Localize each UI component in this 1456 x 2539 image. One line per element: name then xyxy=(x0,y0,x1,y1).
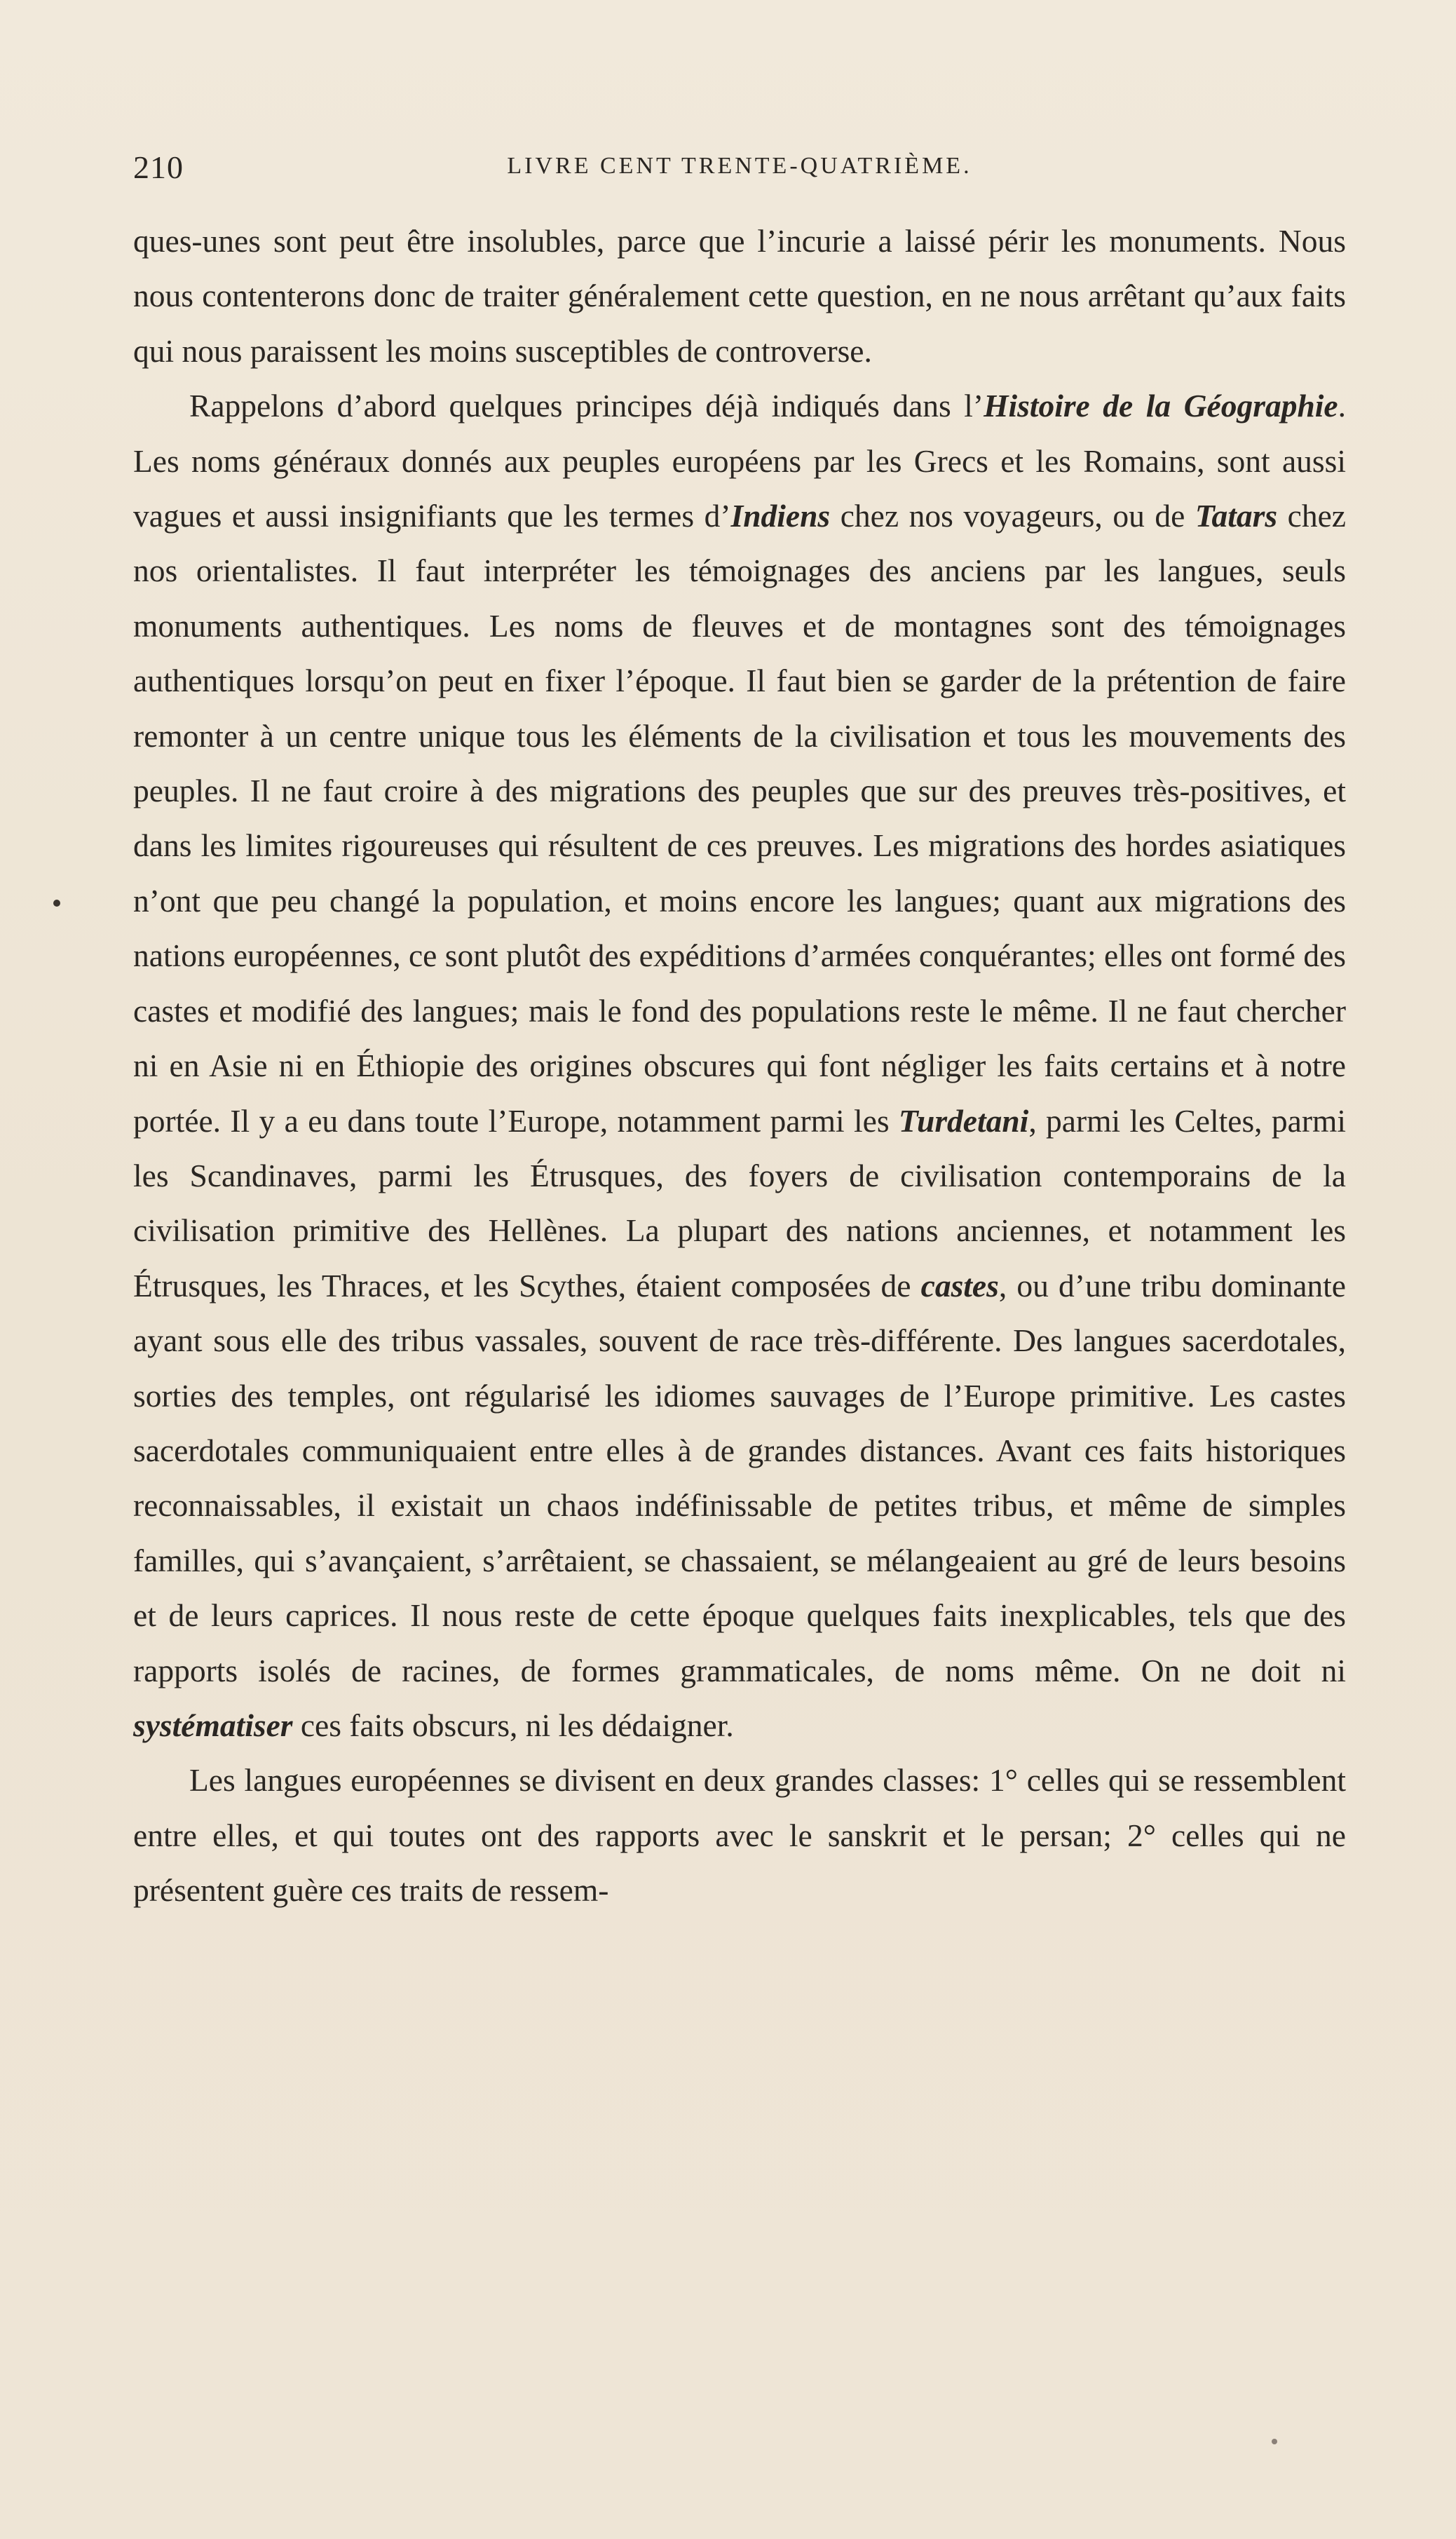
margin-mark xyxy=(53,900,60,907)
paragraph xyxy=(133,214,1346,379)
running-title: LIVRE CENT TRENTE-QUATRIÈME. xyxy=(507,153,972,179)
italic-term: Histoire de la Géographie xyxy=(984,388,1338,424)
paragraph xyxy=(133,1753,1346,1918)
text-run: , ou d’une tribu dominante ayant sous elle des tribus vassales, souvent de race très-différente. Des langues sacerdotales, sorties des temples, ont régularisé les idiomes sauvages de l’Europe primitive. Les castes sacerdotales communiquaient entre elles à de grandes distances. Avant ces faits historiques reconnaissables, il existait un chaos indéfinissable de petites tribus, et même de simples familles, qui s’avançaient, s’arrêtaient, se chassaient, se mélangeaient au gré de leurs besoins et de leurs caprices. Il nous reste de cette époque quelques faits inexplicables, tels que des rapports isolés de racines, de formes grammaticales, de noms même. On ne doit ni xyxy=(133,1267,1346,1688)
italic-term: castes xyxy=(920,1267,999,1304)
text-run: . Les noms généraux donnés aux peuples européens par les Grecs et les Romains, sont aussi vagues et aussi insignifiants que les termes d’ xyxy=(133,388,1346,534)
page-number: 210 xyxy=(133,149,184,185)
italic-term: Turdetani xyxy=(898,1102,1029,1139)
paper-speck xyxy=(1272,2439,1277,2444)
text-run: Rappelons d’abord quelques principes déjà indiqués dans l’ xyxy=(189,388,984,424)
paragraph xyxy=(133,379,1346,1753)
text-run: ces faits obscurs, ni les dédaigner. xyxy=(292,1707,734,1743)
body-text xyxy=(133,214,1346,1918)
text-run: ques-unes sont peut être insolubles, parce que l’incurie a laissé périr les monuments. Nous nous contenterons donc de traiter généralement cette question, en ne nous arrêtant qu’aux faits qui nous paraissent les moins susceptibles de controverse. xyxy=(133,223,1346,369)
text-run: , parmi les Celtes, parmi les Scandinaves, parmi les Étrusques, des foyers de civilisation contemporains de la civilisation primitive des Hellènes. La plupart des nations anciennes, et notamment les Étrusques, les Thraces, et les Scythes, étaient composées de xyxy=(133,1102,1347,1304)
text-run: chez nos orientalistes. Il faut interpréter les témoignages des anciens par les langues, seuls monuments authentiques. Les noms de fleuves et de montagnes sont des témoignages authentiques lorsqu’on peut en fixer l’époque. Il faut bien se garder de la prétention de faire remonter à un centre unique tous les éléments de la civilisation et tous les mouvements des peuples. Il ne faut croire à des migrations des peuples que sur des preuves très-positives, et dans les limites rigoureuses qui résultent de ces preuves. Les migrations des hordes asiatiques n’ont que peu changé la population, et moins encore les langues; quant aux migrations des nations européennes, ce sont plutôt des expéditions d’armées conquérantes; elles ont formé des castes et modifié des langues; mais le fond des populations reste le même. Il ne faut chercher ni en Asie ni en Éthiopie des origines obscures qui font négliger les faits certains et à notre portée. Il y a eu dans toute l’Europe, notamment parmi les xyxy=(133,498,1346,1139)
running-head xyxy=(133,149,1346,191)
italic-term: systématiser xyxy=(133,1707,293,1743)
text-run: chez nos voyageurs, ou de xyxy=(830,498,1195,534)
text-run: Les langues européennes se divisent en deux grandes classes: 1° celles qui se ressemblent entre elles, et qui toutes ont des rapports avec le sanskrit et le persan; 2° celles qui ne présentent guère ces traits de ressem- xyxy=(133,1762,1346,1909)
italic-term: Indiens xyxy=(730,498,831,534)
italic-term: Tatars xyxy=(1195,498,1278,534)
